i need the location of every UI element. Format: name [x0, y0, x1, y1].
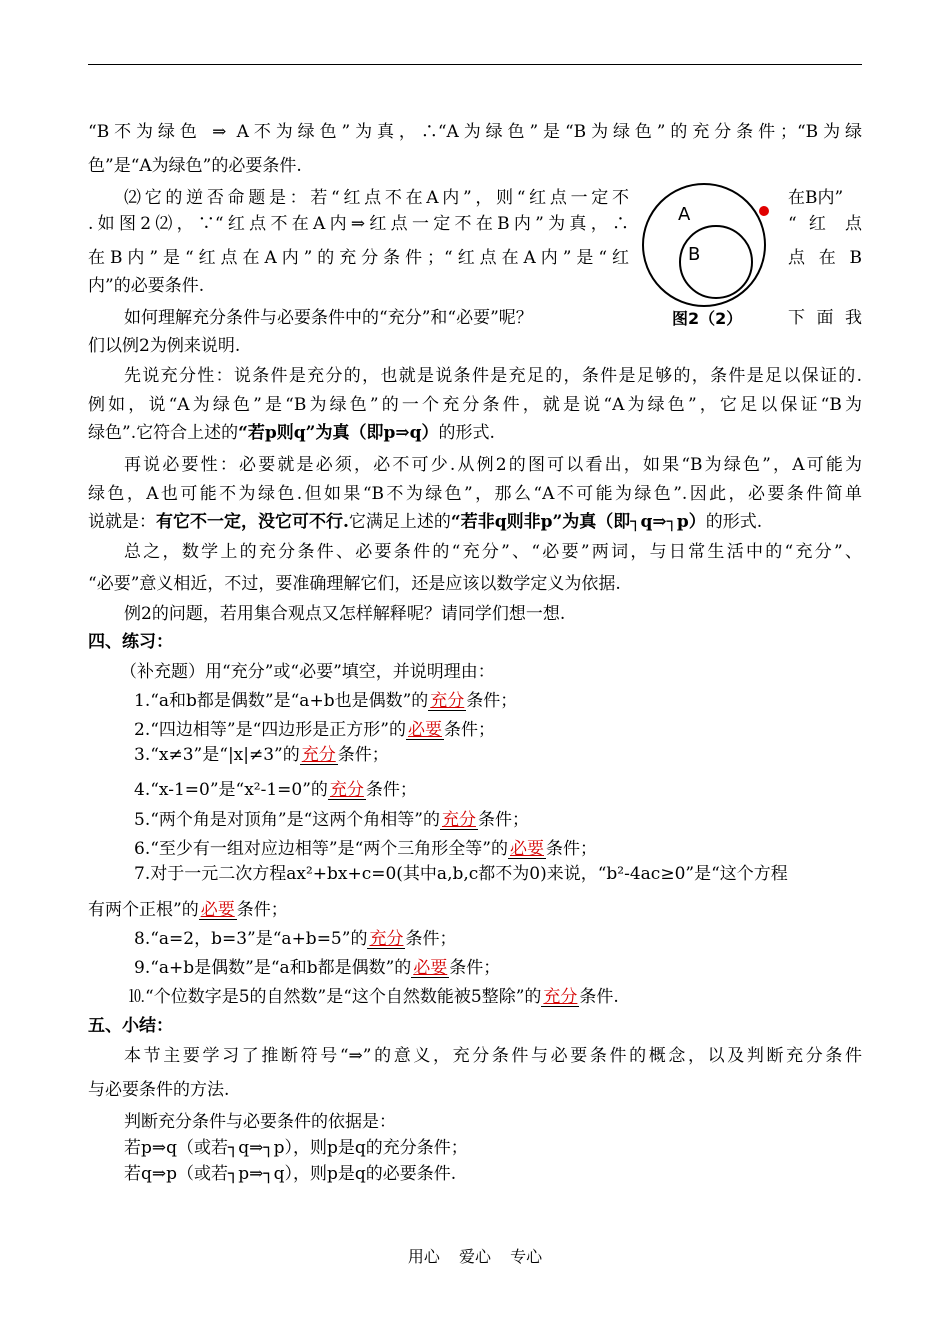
answer: 必要: [413, 958, 448, 978]
question: 5.“两个角是对顶角”是“这两个角相等”的: [134, 810, 440, 830]
paragraph-line: 在B内”: [788, 188, 844, 208]
label-b: B: [688, 244, 701, 265]
paragraph-line: 判断充分条件与必要条件的依据是：: [124, 1112, 396, 1132]
question: 4.“x-1=0”是“x²-1=0”的: [134, 780, 328, 800]
bold-text: “若p则q”为真（即p⇒q）: [238, 423, 439, 443]
exercise-intro: （补充题）用“充分”或“必要”填空，并说明理由：: [120, 662, 495, 682]
paragraph-line: 总之，数学上的充分条件、必要条件的“充分”、“必要”两词，与日常生活中的“充分”、: [124, 542, 862, 562]
question: 9.“a+b是偶数”是“a和b都是偶数”的: [134, 958, 412, 978]
paragraph-line: “ 红 点: [788, 214, 862, 234]
figure-caption: 图2（2）: [672, 309, 743, 328]
paragraph-line: 在B内”是“红点在A内”的充分条件；“红点在A内”是“红: [88, 248, 629, 268]
label-a: A: [678, 204, 691, 225]
bold-text: 有它不一定，没它可不行.: [156, 512, 349, 532]
text: 它满足上述的: [348, 512, 451, 532]
suffix: 条件.: [579, 987, 619, 1007]
answer-blank: [541, 988, 579, 1007]
paragraph-line: 若p⇒q（或若┐q⇒┐p），则p是q的充分条件；: [124, 1138, 468, 1158]
answer-blank: [328, 781, 366, 800]
answer: 充分: [543, 987, 578, 1007]
exercise-item: [134, 837, 597, 861]
exercise-item: [134, 862, 788, 886]
text: 绿色”.它符合上述的: [88, 423, 239, 443]
bold-text: “若非q则非p”为真（即┐q⇒┐p）: [450, 512, 706, 532]
suffix: 条件；: [449, 958, 501, 978]
text: 说就是：: [88, 512, 156, 532]
question: 7.对于一元二次方程ax²+bx+c=0(其中a,b,c都不为0)来说，“b²-4ac≥0”是“这个方程: [134, 864, 788, 884]
suffix: 条件；: [365, 780, 417, 800]
exercise-item: [134, 808, 529, 832]
paragraph-line: 们以例2为例来说明.: [88, 336, 241, 356]
answer-blank: [367, 930, 405, 949]
answer: 充分: [301, 745, 336, 765]
answer: 充分: [430, 691, 465, 711]
paragraph-line: ⑵它的逆否命题是：若“红点不在A内”，则“红点一定不: [124, 188, 629, 208]
red-dot: [759, 206, 769, 216]
suffix: 条件；: [337, 745, 389, 765]
exercise-item: [128, 985, 619, 1009]
question: 1.“a和b都是偶数”是“a+b也是偶数”的: [134, 691, 429, 711]
suffix: 条件；: [405, 929, 457, 949]
paragraph-line: “必要”意义相近，不过，要准确理解它们，还是应该以数学定义为依据.: [88, 574, 621, 594]
exercise-item: [134, 956, 500, 980]
answer: 必要: [509, 839, 544, 859]
suffix: 条件；: [466, 691, 518, 711]
question: ⒑“个位数字是5的自然数”是“这个自然数能被5整除”的: [128, 987, 542, 1007]
section-heading: 四、练习：: [88, 632, 173, 652]
exercise-item: [134, 743, 389, 767]
paragraph-line: [88, 510, 762, 534]
paragraph-line: 若q⇒p（或若┐p⇒┐q），则p是q的必要条件.: [124, 1164, 457, 1184]
top-rule: [88, 64, 862, 65]
exercise-item: [134, 718, 495, 742]
paragraph-line: 与必要条件的方法.: [88, 1080, 230, 1100]
question: 2.“四边相等”是“四边形是正方形”的: [134, 720, 406, 740]
paragraph-line: 下 面 我: [788, 308, 862, 328]
question: 有两个正根”的: [88, 900, 199, 920]
text: 的形式.: [705, 512, 763, 532]
suffix: 条件；: [545, 839, 597, 859]
answer: 必要: [200, 900, 235, 920]
paragraph-line: 绿色，A也可能不为绿色.但如果“B不为绿色”，那么“A不可能为绿色”.因此，必要条件简单: [88, 484, 862, 504]
exercise-item: [134, 778, 417, 802]
paragraph-line: 如何理解充分条件与必要条件中的“充分”和“必要”呢？: [124, 308, 533, 328]
answer-blank: [440, 811, 478, 830]
paragraph-line: 例2的问题，若用集合观点又怎样解释呢？请同学们想一想.: [124, 604, 566, 624]
section-heading: 五、小结：: [88, 1016, 173, 1036]
paragraph-line: 再说必要性：必要就是必须，必不可少.从例2的图可以看出，如果“B为绿色”，A可能为: [124, 455, 862, 475]
paragraph-line: “B不为绿色 ⇒ A不为绿色”为真，∴“A为绿色”是“B为绿色”的充分条件；“B为绿: [88, 122, 862, 142]
paragraph-line: 色”是“A为绿色”的必要条件.: [88, 156, 302, 176]
paragraph-line: 内”的必要条件.: [88, 276, 205, 296]
exercise-item: [134, 689, 517, 713]
answer: 必要: [407, 720, 442, 740]
suffix: 条件；: [477, 810, 529, 830]
answer-blank: [411, 959, 449, 978]
paragraph-line: 先说充分性：说条件是充分的，也就是说条件是充足的，条件是足够的，条件是足以保证的.: [124, 366, 862, 386]
answer-blank: [199, 901, 237, 920]
answer: 充分: [369, 929, 404, 949]
question: 3.“x≠3”是“|x|≠3”的: [134, 745, 300, 765]
paragraph-line: 点 在 B: [788, 248, 862, 268]
answer-blank: [300, 746, 338, 765]
answer-blank: [406, 721, 444, 740]
paragraph-line: 本节主要学习了推断符号“⇒”的意义，充分条件与必要条件的概念，以及判断充分条件: [124, 1046, 862, 1066]
answer-blank: [428, 692, 466, 711]
answer: 充分: [329, 780, 364, 800]
exercise-item: [134, 927, 456, 951]
text: 的形式.: [438, 423, 495, 443]
paragraph-line: 例如，说“A为绿色”是“B为绿色”的一个充分条件，就是说“A为绿色”，它足以保证“B为: [88, 395, 862, 415]
page-footer: 用心 爱心 专心: [407, 1247, 543, 1266]
answer-blank: [508, 840, 546, 859]
exercise-item: [88, 898, 288, 922]
suffix: 条件；: [443, 720, 495, 740]
question: 6.“至少有一组对应边相等”是“两个三角形全等”的: [134, 839, 508, 859]
question: 8.“a=2，b=3”是“a+b=5”的: [134, 929, 368, 949]
answer: 充分: [441, 810, 476, 830]
suffix: 条件；: [236, 900, 288, 920]
paragraph-line: .如图2⑵，∵“红点不在A内⇒红点一定不在B内”为真，∴: [88, 214, 629, 234]
paragraph-line: [88, 421, 495, 445]
